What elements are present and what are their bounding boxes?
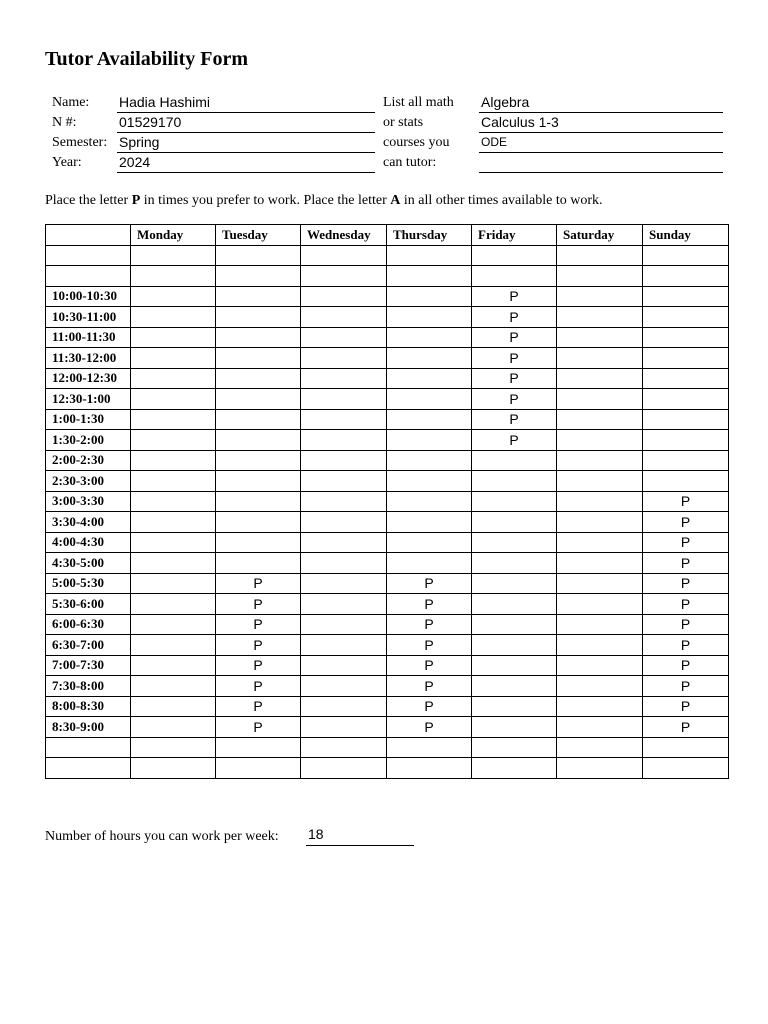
time-slot-label: 7:00-7:30	[46, 655, 131, 676]
availability-cell[interactable]	[301, 409, 387, 430]
availability-cell[interactable]	[643, 450, 729, 471]
day-header: Wednesday	[301, 225, 387, 246]
availability-cell[interactable]	[301, 655, 387, 676]
availability-cell[interactable]: P	[643, 635, 729, 656]
course-field-4[interactable]	[479, 153, 723, 173]
availability-cell[interactable]	[557, 717, 643, 738]
course-field-3[interactable]: ODE	[479, 133, 723, 153]
availability-cell[interactable]	[557, 389, 643, 410]
availability-cell[interactable]	[301, 430, 387, 451]
availability-cell[interactable]: P	[643, 717, 729, 738]
schedule-row	[46, 245, 729, 266]
availability-cell[interactable]	[301, 471, 387, 492]
availability-cell[interactable]	[216, 553, 301, 574]
availability-cell[interactable]	[472, 532, 557, 553]
availability-cell[interactable]	[557, 655, 643, 676]
availability-cell[interactable]	[472, 594, 557, 615]
availability-cell[interactable]	[131, 532, 216, 553]
availability-cell[interactable]	[131, 594, 216, 615]
availability-cell[interactable]: P	[643, 512, 729, 533]
availability-cell[interactable]	[557, 676, 643, 697]
availability-cell[interactable]	[387, 327, 472, 348]
availability-cell[interactable]	[301, 614, 387, 635]
availability-cell[interactable]: P	[472, 389, 557, 410]
schedule-row	[46, 348, 729, 369]
availability-cell[interactable]	[131, 389, 216, 410]
schedule-row	[46, 450, 729, 471]
schedule-row	[46, 594, 729, 615]
availability-cell[interactable]	[131, 245, 216, 266]
availability-cell[interactable]	[301, 348, 387, 369]
availability-cell[interactable]	[557, 594, 643, 615]
corner-cell	[46, 225, 131, 246]
availability-cell[interactable]	[216, 758, 301, 779]
availability-cell[interactable]: P	[643, 491, 729, 512]
availability-cell[interactable]	[472, 266, 557, 287]
availability-cell[interactable]	[387, 512, 472, 533]
availability-cell[interactable]	[557, 758, 643, 779]
availability-cell[interactable]: P	[387, 676, 472, 697]
schedule-row	[46, 655, 729, 676]
availability-cell[interactable]	[131, 286, 216, 307]
schedule-row	[46, 409, 729, 430]
availability-cell[interactable]	[643, 327, 729, 348]
availability-cell[interactable]: P	[216, 676, 301, 697]
schedule-row	[46, 389, 729, 410]
availability-cell[interactable]	[131, 409, 216, 430]
header-row	[46, 225, 729, 246]
availability-cell[interactable]	[387, 266, 472, 287]
availability-cell[interactable]	[216, 245, 301, 266]
time-slot-label	[46, 266, 131, 287]
availability-cell[interactable]	[216, 266, 301, 287]
schedule-row	[46, 512, 729, 533]
availability-cell[interactable]	[557, 491, 643, 512]
availability-cell[interactable]	[301, 491, 387, 512]
availability-cell[interactable]	[472, 512, 557, 533]
availability-cell[interactable]: P	[216, 594, 301, 615]
availability-cell[interactable]: P	[643, 532, 729, 553]
availability-cell[interactable]	[387, 450, 472, 471]
availability-cell[interactable]	[131, 327, 216, 348]
availability-cell[interactable]	[557, 635, 643, 656]
n-number-label: N #:	[52, 115, 77, 130]
availability-cell[interactable]	[387, 471, 472, 492]
availability-cell[interactable]	[643, 430, 729, 451]
schedule-row	[46, 368, 729, 389]
availability-cell[interactable]	[643, 409, 729, 430]
availability-cell[interactable]	[301, 532, 387, 553]
availability-cell[interactable]	[216, 430, 301, 451]
availability-cell[interactable]	[557, 450, 643, 471]
schedule-row	[46, 327, 729, 348]
availability-cell[interactable]: P	[643, 594, 729, 615]
availability-cell[interactable]	[131, 635, 216, 656]
availability-cell[interactable]: P	[643, 676, 729, 697]
availability-cell[interactable]: P	[216, 635, 301, 656]
availability-cell[interactable]	[131, 512, 216, 533]
courses-label-line: List all math	[383, 95, 454, 110]
availability-cell[interactable]	[472, 676, 557, 697]
day-header: Friday	[472, 225, 557, 246]
availability-cell[interactable]: P	[216, 696, 301, 717]
availability-cell[interactable]: P	[387, 635, 472, 656]
availability-cell[interactable]	[131, 491, 216, 512]
time-slot-label: 2:00-2:30	[46, 450, 131, 471]
availability-cell[interactable]	[131, 676, 216, 697]
availability-cell[interactable]	[216, 512, 301, 533]
availability-cell[interactable]	[131, 430, 216, 451]
availability-cell[interactable]	[301, 450, 387, 471]
page-title: Tutor Availability Form	[45, 48, 248, 70]
schedule-row	[46, 737, 729, 758]
availability-cell[interactable]: P	[387, 717, 472, 738]
availability-cell[interactable]	[301, 737, 387, 758]
availability-cell[interactable]: P	[472, 286, 557, 307]
availability-cell[interactable]: P	[216, 614, 301, 635]
schedule-row	[46, 532, 729, 553]
availability-cell[interactable]	[387, 348, 472, 369]
availability-cell[interactable]	[131, 717, 216, 738]
availability-cell[interactable]	[557, 573, 643, 594]
instructions-p-letter: P	[131, 193, 141, 208]
availability-cell[interactable]	[387, 307, 472, 328]
availability-cell[interactable]: P	[387, 594, 472, 615]
availability-cell[interactable]	[472, 553, 557, 574]
courses-label-line: courses you	[383, 135, 450, 150]
schedule-row	[46, 266, 729, 287]
schedule-row	[46, 491, 729, 512]
time-slot-label: 11:00-11:30	[46, 327, 131, 348]
availability-cell[interactable]	[301, 368, 387, 389]
availability-cell[interactable]: P	[216, 655, 301, 676]
availability-cell[interactable]	[557, 614, 643, 635]
availability-cell[interactable]	[472, 245, 557, 266]
availability-cell[interactable]: P	[472, 409, 557, 430]
availability-cell[interactable]	[131, 655, 216, 676]
availability-cell[interactable]: P	[472, 307, 557, 328]
availability-cell[interactable]	[643, 286, 729, 307]
instructions-a-letter: A	[390, 193, 401, 208]
availability-cell[interactable]: P	[643, 553, 729, 574]
availability-cell[interactable]	[387, 389, 472, 410]
availability-cell[interactable]	[557, 368, 643, 389]
availability-cell[interactable]	[643, 245, 729, 266]
instructions-part: in all other times available to work.	[400, 193, 603, 208]
availability-cell[interactable]	[557, 696, 643, 717]
name-label: Name:	[52, 95, 90, 110]
availability-cell[interactable]	[557, 307, 643, 328]
availability-cell[interactable]: P	[472, 348, 557, 369]
time-slot-label: 12:30-1:00	[46, 389, 131, 410]
time-slot-label: 1:30-2:00	[46, 430, 131, 451]
availability-cell[interactable]	[216, 471, 301, 492]
time-slot-label	[46, 245, 131, 266]
availability-cell[interactable]	[472, 471, 557, 492]
course-field-2[interactable]: Calculus 1-3	[479, 113, 723, 133]
availability-cell[interactable]	[557, 737, 643, 758]
availability-cell[interactable]	[216, 409, 301, 430]
availability-cell[interactable]	[643, 266, 729, 287]
availability-cell[interactable]	[131, 368, 216, 389]
availability-cell[interactable]: P	[216, 573, 301, 594]
year-field[interactable]: 2024	[117, 153, 375, 173]
availability-cell[interactable]	[557, 348, 643, 369]
time-slot-label	[46, 758, 131, 779]
n-number-field[interactable]: 01529170	[117, 113, 375, 133]
time-slot-label: 11:30-12:00	[46, 348, 131, 369]
availability-cell[interactable]	[131, 737, 216, 758]
availability-cell[interactable]	[557, 471, 643, 492]
availability-cell[interactable]	[216, 389, 301, 410]
availability-cell[interactable]	[131, 450, 216, 471]
course-field-1[interactable]: Algebra	[479, 93, 723, 113]
availability-cell[interactable]	[472, 450, 557, 471]
availability-cell[interactable]	[131, 471, 216, 492]
time-slot-label	[46, 737, 131, 758]
time-slot-label: 1:00-1:30	[46, 409, 131, 430]
availability-cell[interactable]	[301, 389, 387, 410]
availability-cell[interactable]	[472, 758, 557, 779]
day-header: Saturday	[557, 225, 643, 246]
availability-cell[interactable]	[216, 327, 301, 348]
availability-cell[interactable]	[557, 245, 643, 266]
availability-cell[interactable]	[557, 327, 643, 348]
availability-cell[interactable]	[301, 573, 387, 594]
availability-cell[interactable]	[216, 491, 301, 512]
availability-cell[interactable]	[301, 696, 387, 717]
availability-cell[interactable]	[643, 307, 729, 328]
availability-cell[interactable]: P	[643, 573, 729, 594]
availability-cell[interactable]	[301, 327, 387, 348]
semester-field[interactable]: Spring	[117, 133, 375, 153]
time-slot-label: 7:30-8:00	[46, 676, 131, 697]
availability-cell[interactable]	[387, 532, 472, 553]
availability-cell[interactable]	[131, 553, 216, 574]
hours-label: Number of hours you can work per week:	[45, 829, 279, 844]
availability-cell[interactable]	[301, 307, 387, 328]
time-slot-label: 8:00-8:30	[46, 696, 131, 717]
availability-cell[interactable]	[557, 286, 643, 307]
availability-cell[interactable]	[557, 512, 643, 533]
availability-cell[interactable]	[472, 655, 557, 676]
time-slot-label: 5:00-5:30	[46, 573, 131, 594]
availability-cell[interactable]	[301, 286, 387, 307]
schedule-row	[46, 430, 729, 451]
availability-cell[interactable]	[131, 573, 216, 594]
time-slot-label: 10:00-10:30	[46, 286, 131, 307]
availability-cell[interactable]: P	[216, 717, 301, 738]
availability-cell[interactable]	[643, 389, 729, 410]
availability-cell[interactable]	[472, 635, 557, 656]
availability-cell[interactable]	[301, 758, 387, 779]
availability-cell[interactable]	[131, 614, 216, 635]
semester-label: Semester:	[52, 135, 108, 150]
schedule-row	[46, 676, 729, 697]
availability-cell[interactable]	[387, 245, 472, 266]
availability-cell[interactable]	[301, 594, 387, 615]
availability-cell[interactable]	[131, 266, 216, 287]
time-slot-label: 10:30-11:00	[46, 307, 131, 328]
availability-cell[interactable]	[643, 368, 729, 389]
schedule-row	[46, 307, 729, 328]
time-slot-label: 12:00-12:30	[46, 368, 131, 389]
availability-cell[interactable]	[387, 737, 472, 758]
availability-cell[interactable]	[643, 737, 729, 758]
availability-cell[interactable]	[301, 635, 387, 656]
availability-cell[interactable]	[643, 348, 729, 369]
availability-cell[interactable]	[387, 368, 472, 389]
availability-cell[interactable]	[557, 532, 643, 553]
availability-cell[interactable]	[216, 307, 301, 328]
availability-cell[interactable]	[301, 717, 387, 738]
availability-cell[interactable]: P	[472, 327, 557, 348]
availability-cell[interactable]: P	[643, 655, 729, 676]
availability-cell[interactable]	[387, 430, 472, 451]
availability-cell[interactable]	[387, 409, 472, 430]
availability-cell[interactable]	[387, 758, 472, 779]
availability-cell[interactable]	[557, 266, 643, 287]
availability-cell[interactable]	[131, 307, 216, 328]
time-slot-label: 6:30-7:00	[46, 635, 131, 656]
availability-cell[interactable]	[472, 737, 557, 758]
time-slot-label: 5:30-6:00	[46, 594, 131, 615]
day-header: Sunday	[643, 225, 729, 246]
availability-cell[interactable]	[387, 286, 472, 307]
courses-label-line: can tutor:	[383, 155, 437, 170]
availability-cell[interactable]	[387, 553, 472, 574]
availability-cell[interactable]	[301, 553, 387, 574]
availability-cell[interactable]	[387, 491, 472, 512]
availability-cell[interactable]	[557, 553, 643, 574]
availability-cell[interactable]	[643, 471, 729, 492]
availability-cell[interactable]	[472, 614, 557, 635]
availability-cell[interactable]	[216, 532, 301, 553]
day-header: Thursday	[387, 225, 472, 246]
time-slot-label: 3:00-3:30	[46, 491, 131, 512]
availability-cell[interactable]	[216, 737, 301, 758]
availability-cell[interactable]	[557, 409, 643, 430]
availability-cell[interactable]	[216, 450, 301, 471]
availability-cell[interactable]	[301, 676, 387, 697]
schedule-row	[46, 553, 729, 574]
availability-cell[interactable]	[301, 266, 387, 287]
availability-cell[interactable]	[216, 368, 301, 389]
availability-cell[interactable]	[131, 348, 216, 369]
time-slot-label: 4:00-4:30	[46, 532, 131, 553]
day-header: Monday	[131, 225, 216, 246]
schedule-row	[46, 758, 729, 779]
schedule-row	[46, 573, 729, 594]
availability-cell[interactable]	[301, 512, 387, 533]
availability-cell[interactable]: P	[387, 696, 472, 717]
instructions-part: Place the letter	[45, 193, 132, 208]
availability-cell[interactable]	[472, 491, 557, 512]
availability-cell[interactable]	[472, 573, 557, 594]
instructions-text	[45, 193, 603, 209]
availability-cell[interactable]	[216, 286, 301, 307]
availability-grid	[45, 224, 729, 779]
availability-cell[interactable]	[472, 696, 557, 717]
availability-cell[interactable]	[301, 245, 387, 266]
hours-field[interactable]: 18	[306, 826, 414, 846]
courses-label-line: or stats	[383, 115, 424, 130]
schedule-row	[46, 696, 729, 717]
availability-cell[interactable]	[643, 758, 729, 779]
time-slot-label: 6:00-6:30	[46, 614, 131, 635]
schedule-row	[46, 717, 729, 738]
availability-cell[interactable]	[472, 717, 557, 738]
time-slot-label: 4:30-5:00	[46, 553, 131, 574]
schedule-row	[46, 471, 729, 492]
name-field[interactable]: Hadia Hashimi	[117, 93, 375, 113]
availability-cell[interactable]: P	[472, 368, 557, 389]
availability-cell[interactable]	[131, 696, 216, 717]
schedule-row	[46, 614, 729, 635]
schedule-row	[46, 635, 729, 656]
schedule-row	[46, 286, 729, 307]
availability-cell[interactable]: P	[387, 573, 472, 594]
availability-cell[interactable]: P	[387, 614, 472, 635]
time-slot-label: 3:30-4:00	[46, 512, 131, 533]
availability-cell[interactable]: P	[643, 614, 729, 635]
availability-cell[interactable]	[216, 348, 301, 369]
availability-cell[interactable]	[131, 758, 216, 779]
time-slot-label: 8:30-9:00	[46, 717, 131, 738]
year-label: Year:	[52, 155, 82, 170]
day-header: Tuesday	[216, 225, 301, 246]
availability-cell[interactable]: P	[643, 696, 729, 717]
availability-cell[interactable]	[557, 430, 643, 451]
time-slot-label: 2:30-3:00	[46, 471, 131, 492]
instructions-part: in times you prefer to work. Place the letter	[140, 193, 391, 208]
availability-cell[interactable]: P	[387, 655, 472, 676]
availability-cell[interactable]: P	[472, 430, 557, 451]
